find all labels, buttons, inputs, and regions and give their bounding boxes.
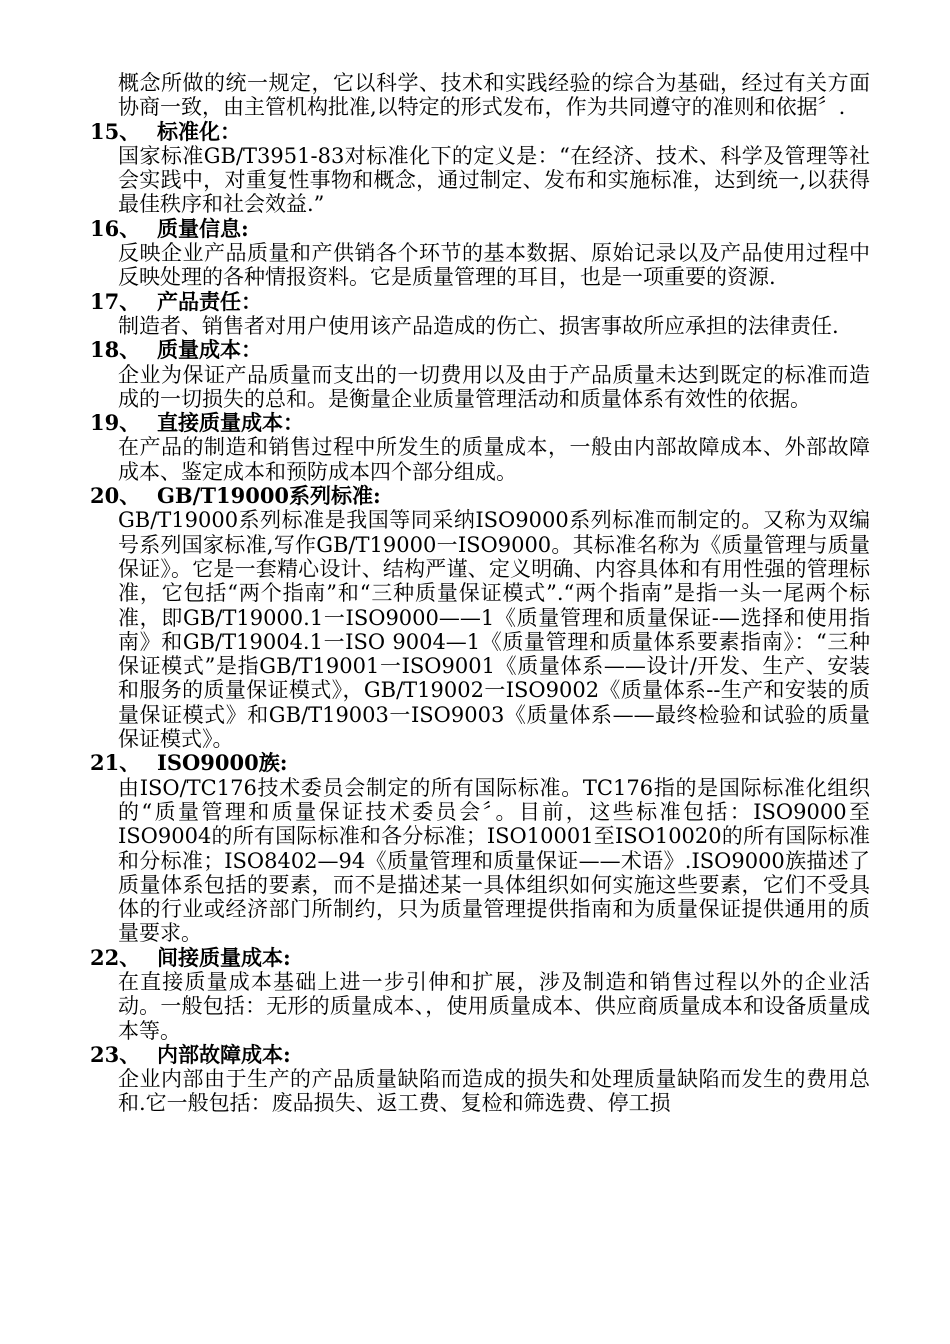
term-23: [90, 1043, 870, 1116]
term-definition: 企业为保证产品质量而支出的一切费用以及由于产品质量未达到既定的标准而造成的一切损失的总和。是衡量企业质量管理活动和质量体系有效性的依据。: [118, 362, 870, 411]
term-heading: [90, 120, 870, 144]
term-title: 质量成本：: [157, 337, 262, 363]
term-title: 直接质量成本：: [157, 410, 304, 436]
term-title: 间接质量成本:: [157, 944, 291, 970]
term-heading: [90, 1043, 870, 1067]
term-number: 20、: [90, 483, 141, 509]
term-heading: [90, 751, 870, 775]
term-20: [90, 484, 870, 751]
term-definition: 国家标准GB/T3951-83对标准化下的定义是：“在经济、技术、科学及管理等社会实践中，对重复性事物和概念，通过制定、发布和实施标准，达到统一,以获得最佳秩序和社会效益.”: [118, 143, 870, 217]
term-heading: [90, 338, 870, 362]
term-19: [90, 411, 870, 484]
term-number: 19、: [90, 410, 141, 436]
term-title: 产品责任：: [157, 288, 262, 314]
term-title: ISO9000族:: [157, 750, 288, 776]
term-21: [90, 751, 870, 945]
term-title: 质量信息:: [157, 215, 249, 241]
term-title: GB/T19000系列标准:: [157, 483, 381, 509]
term-definition: 反映企业产品质量和产供销各个环节的基本数据、原始记录以及产品使用过程中反映处理的各种情报资料。它是质量管理的耳目，也是一项重要的资源.: [118, 241, 870, 290]
term-number: 15、: [90, 118, 141, 144]
term-title: 内部故障成本:: [157, 1041, 291, 1067]
term-definition: GB/T19000系列标准是我国等同采纳ISO9000系列标准而制定的。又称为双编号系列国家标准,写作GB/T19000一ISO9000。其标准名称为《质量管理与质量保证》。它是一套精心设计、结构严谨、定义明确、内容具体和有用性强的管理标准，它包括“两个指南”和“三种质量保证模式”.“两个指南”是指一头一尾两个标准，即GB/T19000.1一ISO9000——1《质量管理和质量保证-—选择和使用指南》和GB/T19004.1一ISO 9004—1《质量管理和质量体系要素指南》：“三种保证模式”是指GB/T19001一ISO9001《质量体系——设计/开发、生产、安装和服务的质量保证模式》，GB/T19002一ISO9002《质量体系--生产和安装的质量保证模式》和GB/T19003一ISO9003《质量体系——最终检验和试验的质量保证模式》。: [118, 508, 870, 752]
term-number: 21、: [90, 750, 141, 776]
term-heading: [90, 217, 870, 241]
term-number: 16、: [90, 215, 141, 241]
term-number: 18、: [90, 337, 141, 363]
term-18: [90, 338, 870, 411]
term-number: 23、: [90, 1041, 141, 1067]
term-heading: [90, 290, 870, 314]
term-definition: 企业内部由于生产的产品质量缺陷而造成的损失和处理质量缺陷而发生的费用总和.它一般包括：废品损失、返工费、复检和筛选费、停工损: [118, 1067, 870, 1116]
term-definition: 在直接质量成本基础上进一步引伸和扩展，涉及制造和销售过程以外的企业活动。一般包括：无形的质量成本、，使用质量成本、供应商质量成本和设备质量成本等。: [118, 969, 870, 1043]
term-definition: 由ISO/TC176技术委员会制定的所有国际标准。TC176指的是国际标准化组织的“质量管理和质量保证技术委员会〞。目前，这些标准包括：ISO9000至ISO9004的所有国际标准和各分标准；ISO10001至ISO10020的所有国际标准和分标准；ISO8402—94《质量管理和质量保证——术语》.ISO9000族描述了质量体系包括的要素，而不是描述某一具体组织如何实施这些要素，它们不受具体的行业或经济部门所制约，只为质量管理提供指南和为质量保证提供通用的质量要求。: [118, 775, 870, 946]
term-heading: [90, 946, 870, 970]
continuation-paragraph: 概念所做的统一规定，它以科学、技术和实践经验的综合为基础，经过有关方面协商一致，由主管机构批准,以特定的形式发布，作为共同遵守的准则和依据〞.: [118, 71, 870, 120]
term-heading: [90, 484, 870, 508]
term-heading: [90, 411, 870, 435]
term-number: 22、: [90, 944, 141, 970]
term-definition: 在产品的制造和销售过程中所发生的质量成本，一般由内部故障成本、外部故障成本、鉴定成本和预防成本四个部分组成。: [118, 435, 870, 484]
term-number: 17、: [90, 288, 141, 314]
term-16: [90, 217, 870, 290]
term-title: 标准化：: [157, 118, 241, 144]
term-definition: 制造者、销售者对用户使用该产品造成的伤亡、损害事故所应承担的法律责任.: [118, 313, 839, 338]
term-17: [90, 290, 870, 339]
term-15: [90, 120, 870, 217]
term-22: [90, 946, 870, 1043]
